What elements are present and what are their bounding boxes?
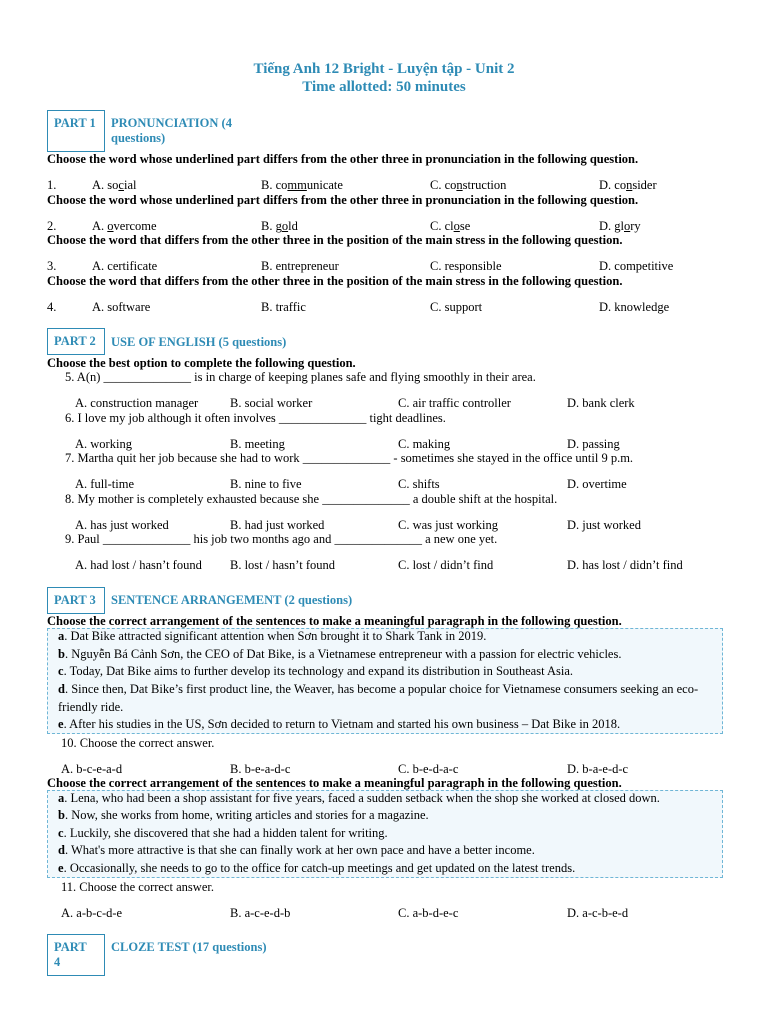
option-c[interactable]: C. a-b-d-e-c (398, 906, 459, 920)
part2-instruction: Choose the best option to complete the following question. (47, 356, 356, 370)
question-stem: 8. My mother is completely exhausted because she ______________ a double shift at the hospital. (65, 492, 558, 506)
worksheet-time: Time allotted: 50 minutes (302, 79, 466, 95)
part2-label: PART 2 (47, 328, 105, 355)
question-stem: 11. Choose the correct answer. (61, 880, 214, 894)
option-b[interactable]: B. nine to five (230, 477, 302, 491)
option-b[interactable]: B. traffic (261, 300, 306, 314)
sentence-e: e. Occasionally, she needs to go to the office for catch-up meetings and get updated on the latest trends. (58, 861, 576, 875)
option-b[interactable]: B. a-c-e-d-b (230, 906, 291, 920)
part1-label: PART 1 (47, 110, 105, 152)
question-stem: 10. Choose the correct answer. (61, 736, 215, 750)
question-number: 1. (47, 178, 57, 192)
part3-instruction-2: Choose the correct arrangement of the sentences to make a meaningful paragraph in the following question. (47, 776, 622, 790)
question-number: 2. (47, 219, 57, 233)
part1-instruction-4: Choose the word that differs from the other three in the position of the main stress in the following question. (47, 274, 623, 288)
sentence-e: e. After his studies in the US, Sơn decided to return to Vietnam and started his own business – Dat Bike in 2018. (58, 717, 621, 731)
option-a[interactable]: A. overcome (92, 219, 157, 233)
option-c[interactable]: C. close (430, 219, 471, 233)
part1-instruction-2: Choose the word whose underlined part differs from the other three in pronunciation in the following question. (47, 193, 639, 207)
part3-label: PART 3 (47, 587, 105, 614)
sentence-a: a. Lena, who had been a shop assistant for five years, faced a sudden setback when the shop she worked at closed down. (58, 791, 660, 805)
option-c[interactable]: C. making (398, 437, 451, 451)
option-d[interactable]: D. b-a-e-d-c (567, 762, 629, 776)
part3-title: SENTENCE ARRANGEMENT (2 questions) (111, 593, 353, 607)
question-stem: 9. Paul ______________ his job two months ago and ______________ a new one yet. (65, 532, 498, 546)
sentence-b: b. Nguyễn Bá Cảnh Sơn, the CEO of Dat Bike, is a Vietnamese entrepreneur with a passion for electric vehicles. (58, 647, 622, 661)
option-c[interactable]: C. shifts (398, 477, 440, 491)
part1-instruction-1: Choose the word whose underlined part differs from the other three in pronunciation in the following question. (47, 152, 639, 166)
option-d[interactable]: D. glory (599, 219, 641, 233)
option-c[interactable]: C. responsible (430, 259, 502, 273)
option-d[interactable]: D. bank clerk (567, 396, 635, 410)
question-stem: 7. Martha quit her job because she had to work ______________ - sometimes she stayed in the office until 9 p.m. (65, 451, 634, 465)
part3-instruction-1: Choose the correct arrangement of the sentences to make a meaningful paragraph in the following question. (47, 614, 622, 628)
option-b[interactable]: B. social worker (230, 396, 313, 410)
option-c[interactable]: C. b-e-d-a-c (398, 762, 459, 776)
option-d[interactable]: D. just worked (567, 518, 641, 532)
option-b[interactable]: B. lost / hasn’t found (230, 558, 335, 572)
sentence-b: b. Now, she works from home, writing articles and stories for a magazine. (58, 808, 429, 822)
option-a[interactable]: A. b-c-e-a-d (61, 762, 123, 776)
option-c[interactable]: C. construction (430, 178, 507, 192)
question-stem: 6. I love my job although it often involves ______________ tight deadlines. (65, 411, 446, 425)
option-b[interactable]: B. gold (261, 219, 298, 233)
option-a[interactable]: A. construction manager (75, 396, 199, 410)
option-c[interactable]: C. lost / didn’t find (398, 558, 494, 572)
sentence-a: a. Dat Bike attracted significant attention when Sơn brought it to Shark Tank in 2019. (58, 629, 487, 643)
option-b[interactable]: B. communicate (261, 178, 343, 192)
part1-title: PRONUNCIATION (4 questions) (111, 116, 232, 145)
option-b[interactable]: B. had just worked (230, 518, 325, 532)
option-b[interactable]: B. b-e-a-d-c (230, 762, 291, 776)
sentence-c: c. Luckily, she discovered that she had a hidden talent for writing. (58, 826, 388, 840)
option-d[interactable]: D. overtime (567, 477, 627, 491)
option-b[interactable]: B. meeting (230, 437, 285, 451)
option-a[interactable]: A. certificate (92, 259, 158, 273)
option-d[interactable]: D. a-c-b-e-d (567, 906, 629, 920)
question-number: 3. (47, 259, 57, 273)
option-d[interactable]: D. competitive (599, 259, 674, 273)
option-a[interactable]: A. has just worked (75, 518, 169, 532)
part1-instruction-3: Choose the word that differs from the other three in the position of the main stress in the following question. (47, 233, 623, 247)
part2-title: USE OF ENGLISH (5 questions) (111, 335, 287, 349)
question-number: 4. (47, 300, 57, 314)
option-a[interactable]: A. working (75, 437, 132, 451)
option-a[interactable]: A. full-time (75, 477, 135, 491)
option-d[interactable]: D. passing (567, 437, 620, 451)
option-a[interactable]: A. a-b-c-d-e (61, 906, 123, 920)
part4-title: CLOZE TEST (17 questions) (111, 940, 267, 954)
option-d[interactable]: D. knowledge (599, 300, 670, 314)
sentence-c: c. Today, Dat Bike aims to further develop its technology and expand its distribution in Southeast Asia. (58, 664, 574, 678)
option-c[interactable]: C. was just working (398, 518, 498, 532)
option-d[interactable]: D. consider (599, 178, 657, 192)
option-c[interactable]: C. air traffic controller (398, 396, 511, 410)
sentence-d: d. What's more attractive is that she can finally work at her own pace and have a better income. (58, 843, 535, 857)
option-a[interactable]: A. had lost / hasn’t found (75, 558, 202, 572)
option-b[interactable]: B. entrepreneur (261, 259, 339, 273)
sentence-d: d. Since then, Dat Bike’s first product line, the Weaver, has become a popular choice for Vietnamese consumers seeking an eco-friendly ride. (58, 682, 699, 714)
option-a[interactable]: A. software (92, 300, 151, 314)
question-stem: 5. A(n) ______________ is in charge of keeping planes safe and flying smoothly in their area. (65, 370, 536, 384)
option-c[interactable]: C. support (430, 300, 483, 314)
option-a[interactable]: A. social (92, 178, 137, 192)
part4-label: PART 4 (47, 934, 105, 976)
worksheet-title: Tiếng Anh 12 Bright - Luyện tập - Unit 2 (253, 61, 515, 77)
option-d[interactable]: D. has lost / didn’t find (567, 558, 683, 572)
